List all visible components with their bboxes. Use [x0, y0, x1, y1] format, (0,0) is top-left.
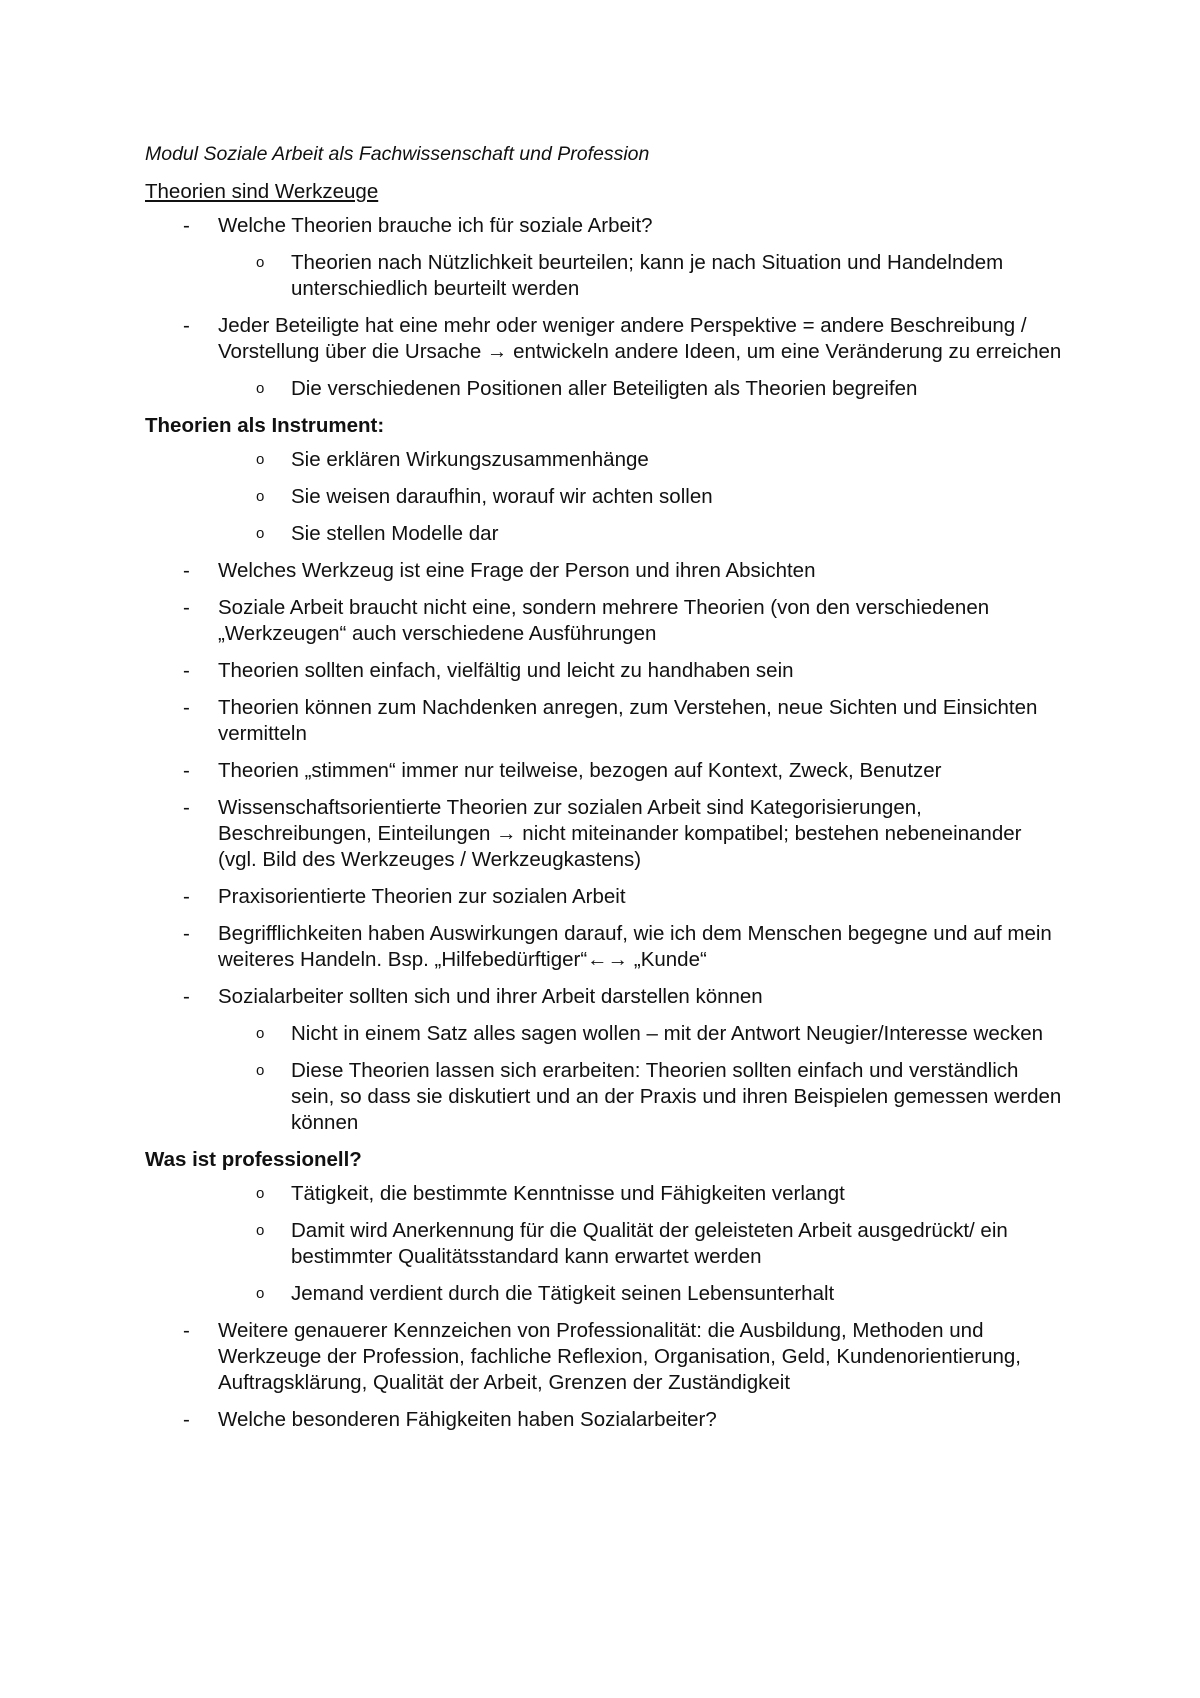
sub-bullet-item: [145, 521, 1065, 547]
circle-bullet-icon: o: [256, 1185, 265, 1202]
bullet-text: Damit wird Anerkennung für die Qualität der geleisteten Arbeit ausgedrückt/ ein bestimmter Qualitätsstandard kann erwartet werden: [291, 1219, 1008, 1268]
section-heading: Theorien sind Werkzeuge: [145, 180, 379, 203]
bullet-text: Sie stellen Modelle dar: [291, 522, 499, 545]
bullet-text: Sie erklären Wirkungszusammenhänge: [291, 448, 649, 471]
bullet-item: [145, 1407, 1065, 1433]
bullet-item: [145, 558, 1065, 584]
section-heading: Was ist professionell?: [145, 1148, 362, 1171]
dash-bullet-icon: -: [183, 1408, 190, 1431]
dash-bullet-icon: -: [183, 985, 190, 1008]
dash-bullet-icon: -: [183, 559, 190, 582]
circle-bullet-icon: o: [256, 254, 265, 271]
document-content: [145, 141, 1065, 1444]
circle-bullet-icon: o: [256, 525, 265, 542]
circle-bullet-icon: o: [256, 380, 265, 397]
circle-bullet-icon: o: [256, 451, 265, 468]
sub-bullet-item: [145, 376, 1065, 402]
bullet-text: Theorien nach Nützlichkeit beurteilen; kann je nach Situation und Handelndem unterschiedlich beurteilt werden: [291, 251, 1004, 300]
dash-bullet-icon: -: [183, 596, 190, 619]
dash-bullet-icon: -: [183, 696, 190, 719]
bullet-item: [145, 695, 1065, 747]
circle-bullet-icon: o: [256, 1285, 265, 1302]
sub-bullet-item: [145, 250, 1065, 302]
bullet-text: Theorien sollten einfach, vielfältig und leicht zu handhaben sein: [218, 659, 794, 682]
circle-bullet-icon: o: [256, 488, 265, 505]
sub-bullet-item: [145, 1058, 1065, 1136]
dash-bullet-icon: -: [183, 885, 190, 908]
bullet-item: [145, 984, 1065, 1010]
bullet-text: Sozialarbeiter sollten sich und ihrer Arbeit darstellen können: [218, 985, 763, 1008]
bullet-text: Praxisorientierte Theorien zur sozialen Arbeit: [218, 885, 626, 908]
bullet-item: [145, 595, 1065, 647]
bullet-text: Welche besonderen Fähigkeiten haben Sozialarbeiter?: [218, 1408, 717, 1431]
circle-bullet-icon: o: [256, 1025, 265, 1042]
sub-bullet-item: [145, 1021, 1065, 1047]
circle-bullet-icon: o: [256, 1062, 265, 1079]
bullet-text: Jemand verdient durch die Tätigkeit seinen Lebensunterhalt: [291, 1282, 835, 1305]
document-body: [145, 179, 1065, 1433]
dash-bullet-icon: -: [183, 1319, 190, 1342]
sub-bullet-item: [145, 484, 1065, 510]
bullet-text: Diese Theorien lassen sich erarbeiten: Theorien sollten einfach und verständlich sein, so dass sie diskutiert und an der Praxis und ihren Beispielen gemessen werden können: [291, 1059, 1062, 1134]
bullet-text: Die verschiedenen Positionen aller Beteiligten als Theorien begreifen: [291, 377, 918, 400]
sub-bullet-item: [145, 1181, 1065, 1207]
bullet-text: Wissenschaftsorientierte Theorien zur sozialen Arbeit sind Kategorisierungen, Beschreibungen, Einteilungen → nicht miteinander kompatibel; bestehen nebeneinander (vgl. Bild des Werkzeuges / Werkzeugkastens): [218, 796, 1022, 871]
bullet-text: Weitere genauerer Kennzeichen von Professionalität: die Ausbildung, Methoden und Werkzeuge der Profession, fachliche Reflexion, Organisation, Geld, Kundenorientierung, Auftragsklärung, Qualität der Arbeit, Grenzen der Zuständigkeit: [218, 1319, 1021, 1394]
bullet-text: Nicht in einem Satz alles sagen wollen – mit der Antwort Neugier/Interesse wecken: [291, 1022, 1044, 1045]
dash-bullet-icon: -: [183, 922, 190, 945]
bullet-text: Welches Werkzeug ist eine Frage der Person und ihren Absichten: [218, 559, 816, 582]
bullet-item: [145, 213, 1065, 239]
bullet-item: [145, 313, 1065, 365]
bullet-item: [145, 1318, 1065, 1396]
dash-bullet-icon: -: [183, 796, 190, 819]
dash-bullet-icon: -: [183, 314, 190, 337]
bullet-item: [145, 884, 1065, 910]
bullet-text: Jeder Beteiligte hat eine mehr oder weniger andere Perspektive = andere Beschreibung / Vorstellung über die Ursache → entwickeln andere Ideen, um eine Veränderung zu erreichen: [218, 314, 1062, 363]
dash-bullet-icon: -: [183, 214, 190, 237]
bullet-text: Tätigkeit, die bestimmte Kenntnisse und Fähigkeiten verlangt: [291, 1182, 845, 1205]
bullet-item: [145, 795, 1065, 873]
circle-bullet-icon: o: [256, 1222, 265, 1239]
sub-bullet-item: [145, 1218, 1065, 1270]
module-title: Modul Soziale Arbeit als Fachwissenschaft und Profession: [145, 143, 650, 165]
bullet-item: [145, 658, 1065, 684]
section-heading: Theorien als Instrument:: [145, 414, 385, 437]
dash-bullet-icon: -: [183, 759, 190, 782]
sub-bullet-item: [145, 447, 1065, 473]
bullet-text: Begrifflichkeiten haben Auswirkungen darauf, wie ich dem Menschen begegne und auf mein weiteres Handeln. Bsp. „Hilfebedürftiger“←→ „Kunde“: [218, 922, 1052, 971]
sub-bullet-item: [145, 1281, 1065, 1307]
bullet-text: Theorien können zum Nachdenken anregen, zum Verstehen, neue Sichten und Einsichten vermitteln: [218, 696, 1038, 745]
bullet-item: [145, 758, 1065, 784]
bullet-text: Theorien „stimmen“ immer nur teilweise, bezogen auf Kontext, Zweck, Benutzer: [218, 759, 942, 782]
bullet-text: Sie weisen daraufhin, worauf wir achten sollen: [291, 485, 713, 508]
bullet-text: Welche Theorien brauche ich für soziale Arbeit?: [218, 214, 653, 237]
bullet-text: Soziale Arbeit braucht nicht eine, sondern mehrere Theorien (von den verschiedenen „Werkzeugen“ auch verschiedene Ausführungen: [218, 596, 990, 645]
bullet-item: [145, 921, 1065, 973]
dash-bullet-icon: -: [183, 659, 190, 682]
